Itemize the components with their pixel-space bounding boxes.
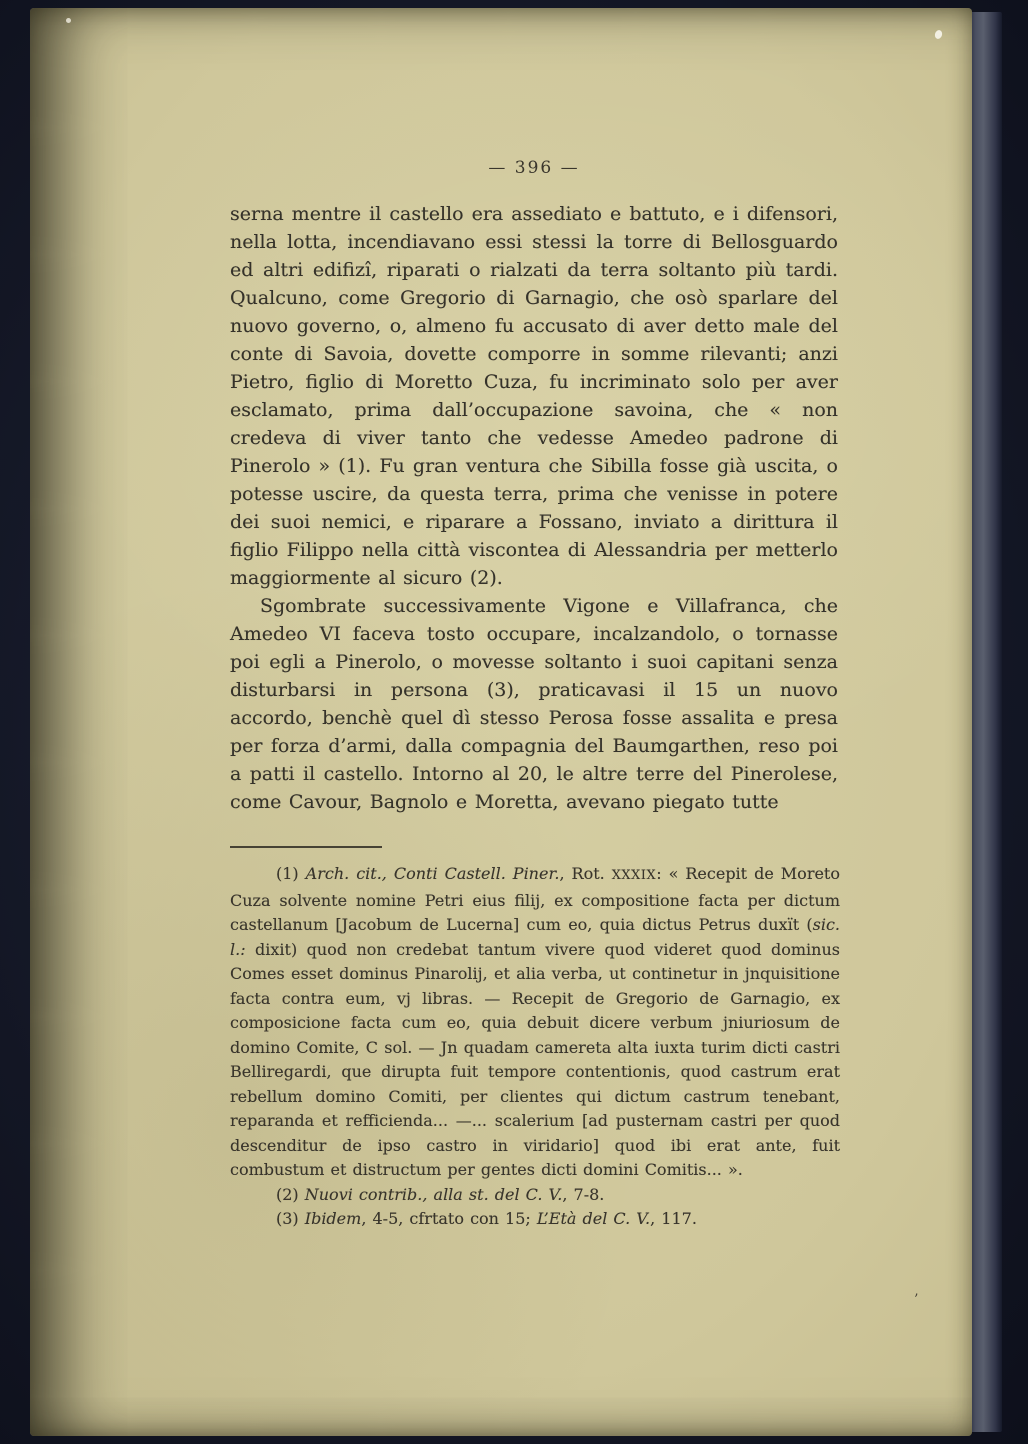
text-run: (1) <box>276 864 306 883</box>
text-run: (2) <box>276 1184 305 1204</box>
text-run: L’Età del C. V. <box>536 1209 651 1228</box>
text-run: , 7-8. <box>562 1184 605 1204</box>
text-run: Ibidem <box>304 1209 362 1228</box>
ink-mark: ’ <box>914 1292 919 1308</box>
footnote <box>230 862 840 1183</box>
text-run: XXXIX <box>611 868 657 883</box>
book-page-edges <box>968 12 1002 1432</box>
scan-speck <box>66 18 71 23</box>
scan-speck <box>934 29 943 40</box>
text-run: sic. l.: <box>230 915 840 959</box>
text-run: , Rot. <box>559 864 612 883</box>
body-text <box>230 200 838 816</box>
footnote <box>230 1207 840 1232</box>
text-run: : « Recepit de Moreto Cuza solvente nomine Petri eius filij, ex compositione facta per dictum castellanum [Jacobum de Lucerna] cum eo, quia dictus Petrus duxït ( <box>230 864 840 934</box>
footnote-separator <box>230 846 382 848</box>
footnote <box>230 1183 840 1208</box>
text-run: Arch. cit., Conti Castell. Piner. <box>305 864 560 883</box>
text-run: (3) <box>276 1209 305 1228</box>
text-run: , 117. <box>650 1209 697 1228</box>
scanned-page <box>30 8 972 1436</box>
text-run: dixit) quod non credebat tantum vivere quod videret quod dominus Comes esset dominus Pinarolij, et alia verba, ut continetur in jnquisitione facta contra eum, vj libras. — Recepit de Gregorio de Garnagio, ex composicione facta cum eo, quia debuit dicere verbum jniuriosum de domino Comite, C sol. — Jn quadam camereta alta iuxta turim dicti castri Belliregardi, que dirupta fuit tempore contentionis, quod castrum erat rebellum domino Comiti, per clientes qui dictum castrum tenebant, reparanda et refficienda... —... scalerium [ad pusternam castri per quod descenditur de ipso castro in viridario] quod ibi erat ante, fuit combustum et distructum per gentes dicti domini Comitis... ». <box>230 939 840 1179</box>
paragraph: Sgombrate successivamente Vigone e Villafranca, che Amedeo VI faceva tosto occupare, incalzandolo, o tornasse poi egli a Pinerolo, o movesse soltanto i suoi capitani senza disturbarsi in persona (3), praticavasi il 15 un nuovo accordo, benchè quel dì stesso Perosa fosse assalita e presa per forza d’armi, dalla compagnia del Baumgarthen, reso poi a patti il castello. Intorno al 20, le altre terre del Pinerolese, come Cavour, Bagnolo e Moretta, avevano piegato tutte <box>230 595 838 813</box>
text-run: , 4-5, cfrtato con 15; <box>361 1209 537 1228</box>
footnotes <box>230 862 840 1232</box>
page-number: — 396 — <box>488 158 580 178</box>
paragraph: serna mentre il castello era assediato e battuto, e i difensori, nella lotta, incendiavano essi stessi la torre di Bellosguardo ed altri edifizî, riparati o rialzati da terra soltanto più tardi. Qualcuno, come Gregorio di Garnagio, che osò sparlare del nuovo governo, o, almeno fu accusato di aver detto male del conte di Savoia, dovette comporre in somme rilevanti; anzi Pietro, figlio di Moretto Cuza, fu incriminato solo per aver esclamato, prima dall’occupazione savoina, che « non credeva di viver tanto che vedesse Amedeo padrone di Pinerolo » (1). Fu gran ventura che Sibilla fosse già uscita, o potesse uscire, da questa terra, prima che venisse in potere dei suoi nemici, e riparare a Fossano, inviato a dirittura il figlio Filippo nella città viscontea di Alessandria per metterlo maggiormente al sicuro (2). <box>230 203 838 589</box>
text-run: Nuovi contrib., alla st. del C. V. <box>304 1184 563 1204</box>
